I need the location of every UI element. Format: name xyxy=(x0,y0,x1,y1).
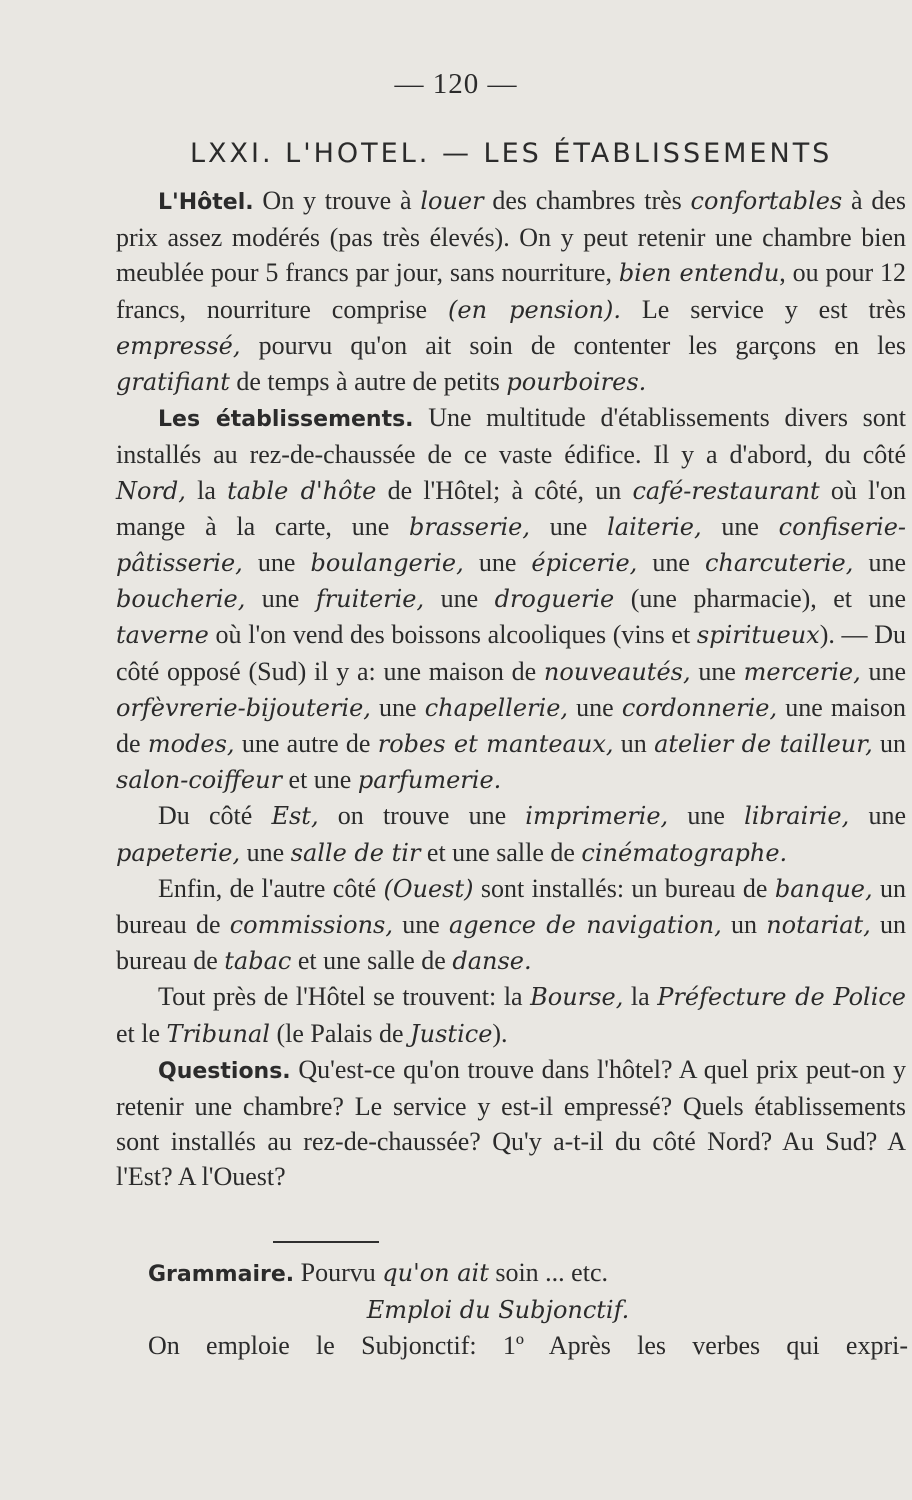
section-divider xyxy=(273,1241,379,1243)
section-heading-hotel: L'Hôtel. xyxy=(158,190,254,215)
chapter-title: LXXI. L'HOTEL. — LES ÉTABLISSEMENTS xyxy=(190,138,833,169)
grammar-section xyxy=(148,1255,908,1363)
grammar-last-line: On emploie le Subjonctif: 1º Après les verbes qui expri- xyxy=(148,1331,908,1360)
paragraph-hotel: L'Hôtel. On y trouve à louer des chambres très confortables à des prix assez modérés (pas très élevés). On y peut retenir une chambre bien meublée pour 5 francs par jour, sans nourriture, bien entendu, ou pour 12 francs, nourriture comprise (en pension). Le service y est très empressé, pourvu qu'on ait soin de contenter les garçons en les gratifiant de temps à autre de petits pourboires. xyxy=(116,186,907,397)
grammar-line: Grammaire. Pourvu qu'on ait soin ... etc. xyxy=(148,1258,608,1287)
grammar-subtitle: Emploi du Subjonctif. xyxy=(366,1296,630,1324)
section-heading-questions: Questions. xyxy=(158,1058,291,1084)
page-number: — 120 — xyxy=(394,68,518,100)
paragraph-nearby: Tout près de l'Hôtel se trouvent: la Bourse, la Préfecture de Police et le Tribunal (le Palais de Justice). xyxy=(116,982,907,1048)
section-heading-grammar: Grammaire. xyxy=(148,1262,295,1287)
paragraph-east: Du côté Est, on trouve une imprimerie, une librairie, une papeterie, une salle de tir et une salle de cinématographe. xyxy=(116,801,906,867)
paragraph-questions: Questions. Qu'est-ce qu'on trouve dans l'hôtel? A quel prix peut-on y retenir une chambre? Le service y est-il empressé? Quels établissements sont installés au rez-de-chaussée? Qu'y a-t-il du côté Nord? Au Sud? A l'Est? A l'Ouest? xyxy=(116,1054,906,1192)
section-heading-establishments: Les établissements. xyxy=(158,407,414,433)
paragraph-establishments: Les établissements. Une multitude d'établissements divers sont installés au rez-de-chaussée de ce vaste édifice. Il y a d'abord, du côté Nord, la table d'hôte de l'Hôtel; à côté, un café-restaurant où l'on mange à la carte, une brasserie, une laiterie, une confiserie-pâtisserie, une boulangerie, une épicerie, une charcuterie, une boucherie, une fruiterie, une droguerie (une pharmacie), et une taverne où l'on vend des boissons alcooliques (vins et spiritueux). — Du côté opposé (Sud) il y a: une maison de nouveautés, une mercerie, une orfèvrerie-bijouterie, une chapellerie, une cordonnerie, une maison de modes, une autre de robes et manteaux, un atelier de tailleur, un salon-coiffeur et une parfumerie. xyxy=(116,403,907,795)
chapter-body xyxy=(116,183,906,1195)
paragraph-west: Enfin, de l'autre côté (Ouest) sont installés: un bureau de banque, un bureau de commissions, une agence de navigation, un notariat, un bureau de tabac et une salle de danse. xyxy=(116,873,907,976)
